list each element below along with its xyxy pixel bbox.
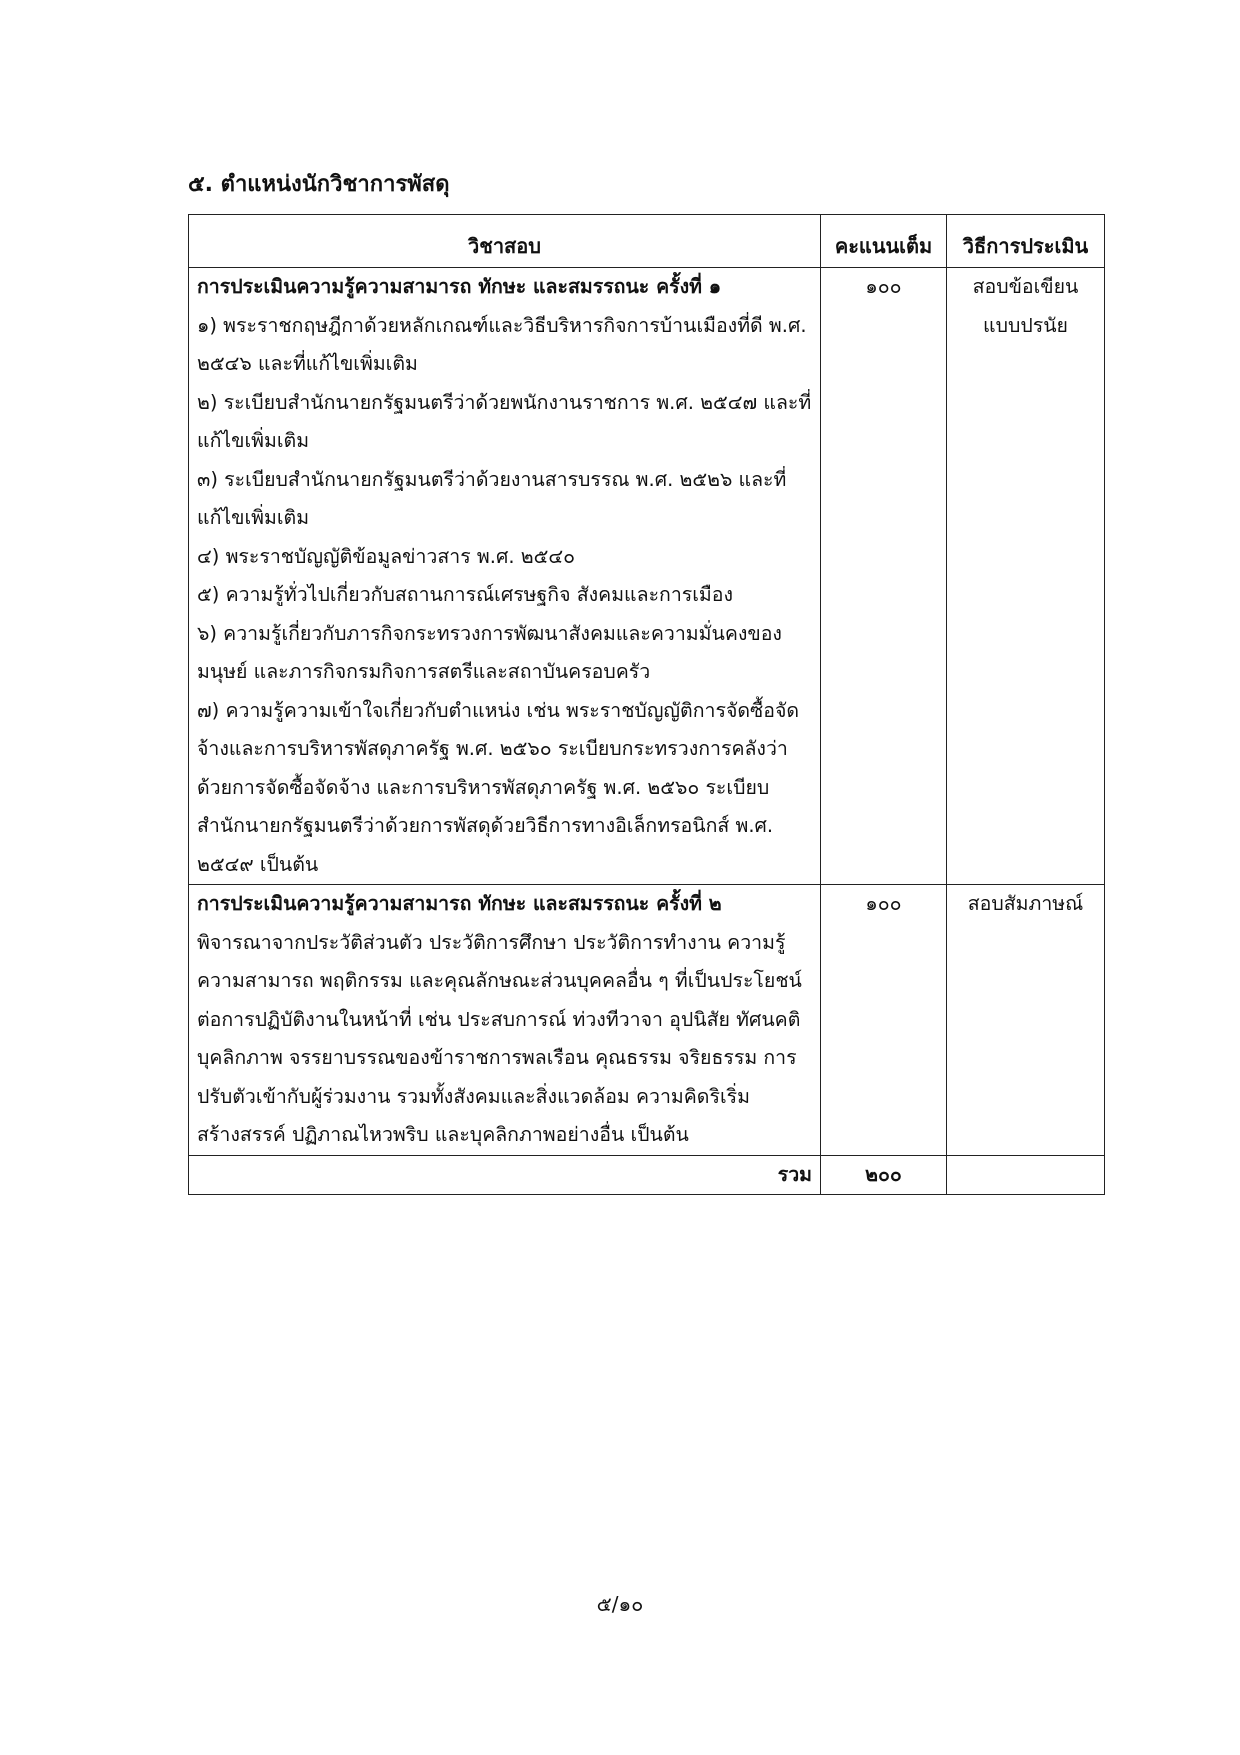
round-1-title: การประเมินความรู้ความสามารถ ทักษะ และสมรรถนะ ครั้งที่ ๑ (197, 275, 722, 298)
score-cell-round-2: ๑๐๐ (821, 885, 947, 1156)
header-method: วิธีการประเมิน (947, 215, 1105, 268)
page-number: ๕/๑๐ (596, 1592, 644, 1616)
round-1-item-3: ๓) ระเบียบสำนักนายกรัฐมนตรีว่าด้วยงานสารบรรณ พ.ศ. ๒๕๒๖ และที่แก้ไขเพิ่มเติม (197, 467, 787, 529)
round-1-item-2: ๒) ระเบียบสำนักนายกรัฐมนตรีว่าด้วยพนักงานราชการ พ.ศ. ๒๕๔๗ และที่แก้ไขเพิ่มเติม (197, 390, 812, 452)
round-1-item-6: ๖) ความรู้เกี่ยวกับภารกิจกระทรวงการพัฒนาสังคมและความมั่นคงของมนุษย์ และภารกิจกรมกิจการสตรีและสถาบันครอบครัว (197, 621, 782, 683)
header-subject: วิชาสอบ (189, 215, 821, 268)
table-header-row (189, 215, 1105, 268)
round-1-item-4: ๔) พระราชบัญญัติข้อมูลข่าวสาร พ.ศ. ๒๕๔๐ (197, 544, 575, 568)
round-1-item-1: ๑) พระราชกฤษฎีกาด้วยหลักเกณฑ์และวิธีบริหารกิจการบ้านเมืองที่ดี พ.ศ. ๒๕๔๖ และที่แก้ไขเพิ่มเติม (197, 313, 807, 375)
section-heading: ๕. ตำแหน่งนักวิชาการพัสดุ (188, 172, 450, 197)
method-cell-round-1: สอบข้อเขียน แบบปรนัย (947, 268, 1105, 885)
round-2-body: พิจารณาจากประวัติส่วนตัว ประวัติการศึกษา ประวัติการทำงาน ความรู้ความสามารถ พฤติกรรม และคุณลักษณะส่วนบุคคลอื่น ๆ ที่เป็นประโยชน์ต่อการปฏิบัติงานในหน้าที่ เช่น ประสบการณ์ ท่วงทีวาจา อุปนิสัย ทัศนคติ บุคลิกภาพ จรรยาบรรณของข้าราชการพลเรือน คุณธรรม จริยธรรม การปรับตัวเข้ากับผู้ร่วมงาน รวมทั้งสังคมและสิ่งแวดล้อม ความคิดริเริ่มสร้างสรรค์ ปฏิภาณไหวพริบ และบุคลิกภาพอย่างอื่น เป็นต้น (197, 930, 802, 1146)
subject-cell-round-2 (189, 885, 821, 1156)
round-1-item-7: ๗) ความรู้ความเข้าใจเกี่ยวกับตำแหน่ง เช่น พระราชบัญญัติการจัดซื้อจัดจ้างและการบริหารพัสดุภาครัฐ พ.ศ. ๒๕๖๐ ระเบียบกระทรวงการคลังว่าด้วยการจัดซื้อจัดจ้าง และการบริหารพัสดุภาครัฐ พ.ศ. ๒๕๖๐ ระเบียบสำนักนายกรัฐมนตรีว่าด้วยการพัสดุด้วยวิธีการทางอิเล็กทรอนิกส์ พ.ศ. ๒๕๔๙ เป็นต้น (197, 698, 800, 876)
total-method-empty (947, 1155, 1105, 1195)
method-cell-round-2: สอบสัมภาษณ์ (947, 885, 1105, 1156)
table-row-round-2 (189, 885, 1105, 1156)
total-label: รวม (189, 1155, 821, 1195)
exam-subjects-table (188, 214, 1105, 1195)
round-2-title: การประเมินความรู้ความสามารถ ทักษะ และสมรรถนะ ครั้งที่ ๒ (197, 892, 722, 915)
header-full-score: คะแนนเต็ม (821, 215, 947, 268)
total-score: ๒๐๐ (821, 1155, 947, 1195)
subject-cell-round-1 (189, 268, 821, 885)
score-cell-round-1: ๑๐๐ (821, 268, 947, 885)
table-row-round-1 (189, 268, 1105, 885)
round-1-item-5: ๕) ความรู้ทั่วไปเกี่ยวกับสถานการณ์เศรษฐกิจ สังคมและการเมือง (197, 583, 734, 606)
table-row-total (189, 1155, 1105, 1195)
